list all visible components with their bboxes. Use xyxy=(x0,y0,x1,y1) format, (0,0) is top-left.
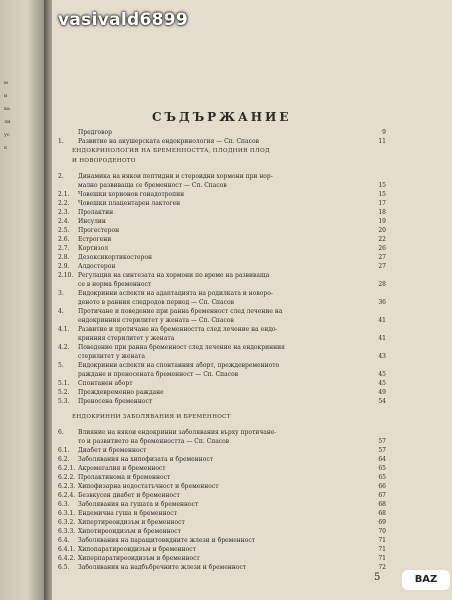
toc-entry xyxy=(58,491,386,500)
toc-entry xyxy=(58,208,386,217)
toc-entry-page: 70 xyxy=(378,528,386,535)
toc-entry-page: 72 xyxy=(378,564,386,571)
page-title: СЪДЪРЖАНИЕ xyxy=(152,110,292,124)
toc-entry-page: 45 xyxy=(378,371,386,378)
toc-entry xyxy=(58,446,386,455)
toc-entry xyxy=(58,379,386,388)
toc-entry-title: Прогестерон xyxy=(78,227,120,234)
toc-entry-title: Динамика на някои пептидни и стероидни хормони при нор- xyxy=(78,173,273,180)
toc-entry-title: Влияние на някои ендокринни заболявания върху протичане- xyxy=(78,429,277,436)
toc-entry-number: 6.3.1. xyxy=(58,510,76,517)
toc-entry-title: Естрогени xyxy=(78,236,112,243)
toc-entry-title: ендокринния стерилитет у жената — Сп. Спасов xyxy=(78,317,234,324)
toc-entry xyxy=(58,388,386,397)
toc-entry-page: 71 xyxy=(378,555,386,562)
toc-entry-number: 4. xyxy=(58,308,64,315)
toc-entry-number: 4.1. xyxy=(58,326,70,333)
toc-entry-page: 22 xyxy=(378,236,386,243)
toc-entry-number: 6.2.2. xyxy=(58,474,76,481)
toc-entry-title: Алдостерон xyxy=(78,263,116,270)
toc-entry-title: Предговор xyxy=(78,129,112,136)
toc-entry xyxy=(58,271,386,280)
toc-entry xyxy=(58,455,386,464)
toc-entry-page: 49 xyxy=(378,389,386,396)
toc-entry-page: 67 xyxy=(378,492,386,499)
toc-entry xyxy=(58,307,386,316)
toc-entry-title: то и развитието на бременността — Сп. Спасов xyxy=(78,438,230,445)
toc-entry-title: Преждевременно раждане xyxy=(78,389,164,396)
toc-entry-title: Поведение при ранна бременност след лечение на ендокринния xyxy=(78,344,285,351)
toc-entry-page: 41 xyxy=(378,317,386,324)
toc-entry-page: 18 xyxy=(378,209,386,216)
marketplace-logo: BAZ xyxy=(402,570,450,590)
toc-entry-page: 43 xyxy=(378,353,386,360)
toc-entry-page: 27 xyxy=(378,263,386,270)
toc-entry-title: Спонтанен аборт xyxy=(78,380,133,387)
toc-entry-title: Хипопаратиреоидизъм и бременност xyxy=(78,546,196,553)
toc-entry-page: 71 xyxy=(378,546,386,553)
toc-entry-number: 5. xyxy=(58,362,64,369)
toc-section-heading: ЕНДОКРИННИ ЗАБОЛЯВАНИЯ И БРЕМЕННОСТ xyxy=(72,414,231,420)
toc-entry xyxy=(58,370,386,379)
toc-entry-page: 15 xyxy=(378,182,386,189)
toc-entry-page: 19 xyxy=(378,218,386,225)
toc-entry-number: 2.6. xyxy=(58,236,70,243)
toc-entry-number: 6. xyxy=(58,429,64,436)
toc-entry-title: Хиперпаратиреоидизъм и бременност xyxy=(78,555,200,562)
toc-entry xyxy=(58,563,386,572)
toc-entry xyxy=(58,226,386,235)
toc-entry-number: 6.4.1. xyxy=(58,546,76,553)
toc-entry-title: Диабет и бременност xyxy=(78,447,147,454)
toc-entry-number: 6.2.1. xyxy=(58,465,76,472)
toc-entry-title: Заболявания на хипофизата и бременност xyxy=(78,456,214,463)
toc-entry-title: Регулация на синтезата на хормони по време на развиваща xyxy=(78,272,270,279)
toc-entry-title: Дезоксикортикостерон xyxy=(78,254,152,261)
toc-entry xyxy=(58,527,386,536)
toc-entry-page: 28 xyxy=(378,281,386,288)
left-page-fragment: к xyxy=(4,145,8,151)
toc-entry-title: Ендокринни аспекти на адаптацията на родилката и новоро- xyxy=(78,290,273,297)
toc-entry-title: кринния стерилитет у жената xyxy=(78,335,175,342)
left-page-fragment: ли xyxy=(4,119,11,125)
toc-entry-number: 1. xyxy=(58,138,64,145)
toc-entry-number: 6.3.2. xyxy=(58,519,76,526)
toc-entry-number: 2.7. xyxy=(58,245,70,252)
toc-entry-title: Безвкусен диабет и бременност xyxy=(78,492,180,499)
toc-entry-page: 69 xyxy=(378,519,386,526)
toc-entry xyxy=(58,518,386,527)
toc-entry-number: 6.3. xyxy=(58,501,70,508)
toc-entry-number: 6.4.2. xyxy=(58,555,76,562)
toc-entry xyxy=(58,554,386,563)
toc-entry-title: раждане и преносената бременност — Сп. Спасов xyxy=(78,371,239,378)
toc-entry-number: 4.2. xyxy=(58,344,70,351)
toc-entry-number: 6.2.4. xyxy=(58,492,76,499)
toc-entry xyxy=(58,473,386,482)
toc-entry xyxy=(58,253,386,262)
toc-section-heading: ЕНДОКРИНОЛОГИЯ НА БРЕМЕННОСТТА, ПЛОДНИЯ ПЛОД xyxy=(72,148,270,154)
toc-entry xyxy=(58,325,386,334)
toc-entry-page: 9 xyxy=(382,129,386,136)
toc-entry-title: Преносена бременност xyxy=(78,398,153,405)
toc-entry xyxy=(58,316,386,325)
toc-entry-number: 5.2. xyxy=(58,389,70,396)
toc-entry-title: Човешки хорионов гонадотропин xyxy=(78,191,185,198)
toc-entry xyxy=(58,235,386,244)
toc-entry-number: 6.2. xyxy=(58,456,70,463)
left-page-fragment: ус xyxy=(4,132,10,138)
left-page-edge xyxy=(0,0,44,600)
toc-entry-number: 6.4. xyxy=(58,537,70,544)
toc-entry-title: Хипотиреоидизъм и бременност xyxy=(78,528,181,535)
toc-entry-title: Пролактин xyxy=(78,209,114,216)
toc-entry-number: 6.5. xyxy=(58,564,70,571)
toc-entry xyxy=(58,181,386,190)
toc-entry-title: Ендемична гуша и бременност xyxy=(78,510,177,517)
toc-entry xyxy=(58,262,386,271)
seller-watermark: vasivald6899 xyxy=(58,10,188,30)
toc-entry-page: 71 xyxy=(378,537,386,544)
toc-section-heading: И НОВОРОДЕНОТО xyxy=(72,158,136,164)
toc-entry-title: Кортизол xyxy=(78,245,109,252)
toc-entry-number: 2. xyxy=(58,173,64,180)
toc-entry xyxy=(58,298,386,307)
toc-entry xyxy=(58,352,386,361)
toc-entry xyxy=(58,545,386,554)
toc-entry-title: Акромегалия и бременност xyxy=(78,465,166,472)
toc-entry-title: Хипофизарна недостатъчност и бременност xyxy=(78,483,219,490)
toc-entry-title: Пролактинома и бременност xyxy=(78,474,171,481)
toc-entry-title: Развитие и протичане на бременността след лечение на ендо- xyxy=(78,326,278,333)
toc-entry xyxy=(58,199,386,208)
toc-entry-page: 41 xyxy=(378,335,386,342)
toc-entry-page: 54 xyxy=(378,398,386,405)
toc-entry xyxy=(58,280,386,289)
toc-entry xyxy=(58,244,386,253)
toc-entry xyxy=(58,361,386,370)
toc-entry-title: Инсулин xyxy=(78,218,106,225)
table-of-contents xyxy=(58,128,386,572)
toc-entry xyxy=(58,137,386,146)
toc-entry xyxy=(58,289,386,298)
toc-entry-page: 26 xyxy=(378,245,386,252)
left-page-fragment: ю xyxy=(4,80,9,86)
toc-entry-page: 57 xyxy=(378,438,386,445)
toc-entry xyxy=(58,397,386,406)
toc-entry xyxy=(58,437,386,446)
toc-entry-page: 36 xyxy=(378,299,386,306)
toc-entry-page: 68 xyxy=(378,510,386,517)
toc-entry-title: се в норма бременност xyxy=(78,281,152,288)
toc-entry-title: деното в ранния следродов период — Сп. Спасов xyxy=(78,299,234,306)
toc-entry-number: 2.10. xyxy=(58,272,74,279)
toc-entry xyxy=(58,428,386,437)
toc-entry-number: 2.9. xyxy=(58,263,70,270)
book-page xyxy=(52,0,452,600)
toc-entry xyxy=(58,509,386,518)
toc-entry xyxy=(58,482,386,491)
toc-entry-number: 2.2. xyxy=(58,200,70,207)
toc-entry-title: Ендокринни аспекти на спонтанния аборт, преждевременното xyxy=(78,362,280,369)
toc-entry-number: 2.3. xyxy=(58,209,70,216)
toc-entry-page: 68 xyxy=(378,501,386,508)
toc-entry xyxy=(58,217,386,226)
toc-entry-number: 5.3. xyxy=(58,398,70,405)
toc-entry-page: 57 xyxy=(378,447,386,454)
page-number: 5 xyxy=(374,572,381,583)
toc-entry-page: 27 xyxy=(378,254,386,261)
toc-entry-page: 65 xyxy=(378,465,386,472)
toc-entry xyxy=(58,334,386,343)
toc-entry xyxy=(58,343,386,352)
toc-entry-page: 45 xyxy=(378,380,386,387)
toc-entry xyxy=(58,464,386,473)
toc-entry-title: Протичане и поведение при ранна бременност след лечение на xyxy=(78,308,283,315)
toc-entry-page: 15 xyxy=(378,191,386,198)
toc-entry-page: 66 xyxy=(378,483,386,490)
toc-entry-number: 6.1. xyxy=(58,447,70,454)
toc-entry-title: Хипертиреоидизъм и бременност xyxy=(78,519,185,526)
toc-entry-page: 17 xyxy=(378,200,386,207)
toc-entry-number: 3. xyxy=(58,290,64,297)
left-page-fragments xyxy=(4,80,16,158)
toc-entry xyxy=(58,536,386,545)
toc-entry-page: 20 xyxy=(378,227,386,234)
toc-entry xyxy=(58,190,386,199)
toc-entry-title: Заболявания на надбъбречните жлези и бременност xyxy=(78,564,247,571)
left-page-fragment: ва xyxy=(4,106,10,112)
toc-entry-number: 6.2.3. xyxy=(58,483,76,490)
toc-entry-number: 6.3.3. xyxy=(58,528,76,535)
toc-entry-number: 5.1. xyxy=(58,380,70,387)
toc-entry-number: 2.4. xyxy=(58,218,70,225)
toc-entry-page: 64 xyxy=(378,456,386,463)
toc-entry-page: 11 xyxy=(378,138,386,145)
toc-entry-number: 2.5. xyxy=(58,227,70,234)
toc-entry xyxy=(58,172,386,181)
toc-entry-title: стерилитет у жената xyxy=(78,353,145,360)
left-page-fragment: и xyxy=(4,93,8,99)
toc-entry-title: Човешки плацентарен лактоген xyxy=(78,200,181,207)
toc-entry-number: 2.1. xyxy=(58,191,70,198)
toc-entry-title: Развитие на акушерската ендокринология — Сп. Спасов xyxy=(78,138,259,145)
toc-entry xyxy=(58,500,386,509)
toc-entry-title: Заболявания на паращитовидните жлези и бременност xyxy=(78,537,256,544)
toc-entry-number: 2.8. xyxy=(58,254,70,261)
toc-entry xyxy=(58,128,386,137)
toc-entry-page: 65 xyxy=(378,474,386,481)
toc-entry-title: мално развиваща се бременност — Сп. Спасов xyxy=(78,182,227,189)
toc-entry-title: Заболявания на гушата и бременност xyxy=(78,501,199,508)
